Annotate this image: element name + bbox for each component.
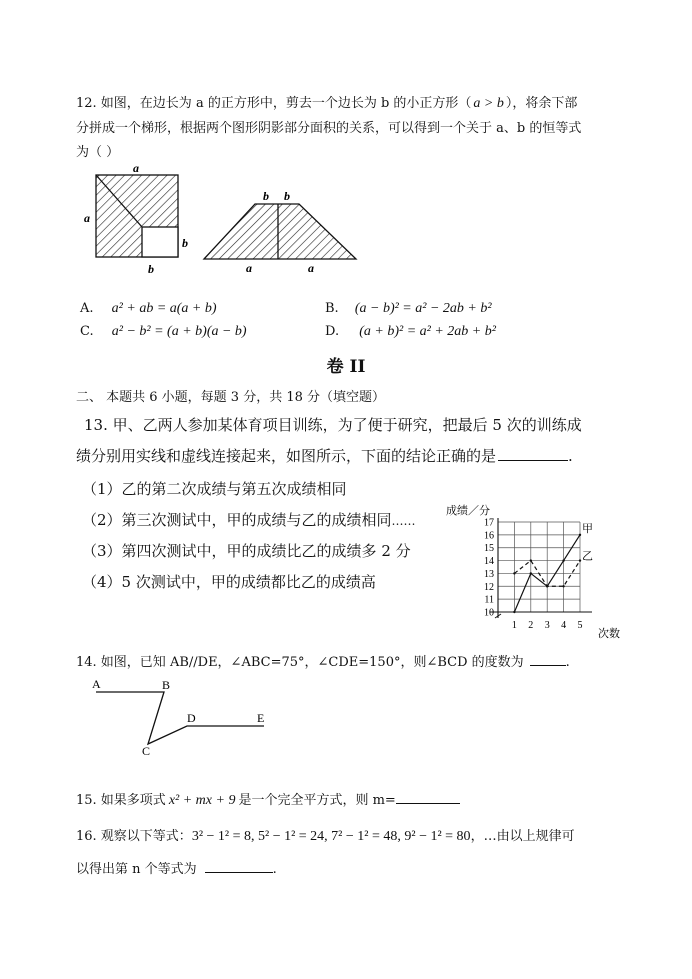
x-tick-label-2: 2 bbox=[528, 620, 534, 631]
point-a: A bbox=[92, 677, 101, 691]
q12-condition: a > b bbox=[473, 96, 504, 111]
label-a-trap-1: a bbox=[246, 261, 252, 275]
y-tick-label-14: 14 bbox=[484, 556, 494, 568]
q12-option-b: B. (a − b)² = a² − 2ab + b² bbox=[325, 301, 492, 316]
series-point-jia-5 bbox=[579, 534, 581, 536]
chart-grid bbox=[498, 522, 580, 612]
label-b-bottom: b bbox=[148, 262, 154, 276]
point-c: C bbox=[142, 744, 151, 756]
q15-answer-blank[interactable] bbox=[396, 790, 460, 804]
q13-line2: 绩分别用实线和虚线连接起来，如图所示，下面的结论正确的是 . bbox=[76, 447, 573, 465]
series-point-jia-4 bbox=[562, 559, 564, 561]
section-title: 卷 II bbox=[326, 357, 366, 377]
q13-item-4: （4）5 次测试中，甲的成绩都比乙的成绩高 bbox=[82, 573, 376, 591]
q12-option-a: A. a² + ab = a(a + b) bbox=[80, 301, 217, 316]
chart-axes bbox=[490, 518, 592, 618]
series-point-yi-4 bbox=[562, 585, 564, 587]
point-e: E bbox=[257, 711, 265, 725]
q13-item-3: （3）第四次测试中，甲的成绩比乙的成绩多 2 分 bbox=[82, 542, 411, 560]
q15-text: 15. 如果多项式 x² + mx + 9 是一个完全平方式，则 m= bbox=[76, 789, 460, 809]
label-a-left: a bbox=[84, 211, 90, 225]
label-b-right: b bbox=[182, 236, 188, 250]
point-b: B bbox=[162, 678, 171, 692]
trapezoid-figure bbox=[204, 189, 356, 275]
point-d: D bbox=[187, 711, 196, 725]
q12-figure bbox=[80, 160, 370, 280]
x-tick-label-5: 5 bbox=[577, 620, 583, 631]
series-point-yi-1 bbox=[513, 572, 515, 574]
series-point-jia-2 bbox=[530, 572, 532, 574]
series-point-yi-3 bbox=[546, 585, 548, 587]
y-tick-label-10: 10 bbox=[484, 607, 494, 619]
label-a-top: a bbox=[133, 161, 139, 175]
y-tick-label-12: 12 bbox=[484, 581, 494, 593]
label-b-trap-1: b bbox=[263, 189, 269, 203]
legend-jia: 甲 bbox=[582, 522, 593, 535]
q13-chart bbox=[440, 500, 630, 642]
label-b-trap-2: b bbox=[284, 189, 290, 203]
q16-expr: 3² − 1² = 8, 5² − 1² = 24, 7² − 1² = 48, 9² − 1² = 80 bbox=[191, 829, 471, 844]
y-tick-label-13: 13 bbox=[484, 568, 494, 580]
q16-answer-blank[interactable] bbox=[205, 859, 273, 873]
section-desc: 二、 本题共 6 小题，每题 3 分，共 18 分（填空题） bbox=[76, 390, 386, 405]
q12-line2: 分拼成一个梯形，根据两个图形阴影部分面积的关系，可以得到一个关于 a、b 的恒等式 bbox=[76, 121, 582, 136]
q13-item-2: （2）第三次测试中，甲的成绩与乙的成绩相同…… bbox=[82, 511, 416, 529]
q15-expr: x² + mx + 9 bbox=[168, 793, 236, 808]
q12-line1: 12. 如图，在边长为 a 的正方形中，剪去一个边长为 b 的小正方形（ a > b ），将余下部 bbox=[76, 96, 578, 111]
legend-yi: 乙 bbox=[582, 550, 593, 563]
series-point-yi-5 bbox=[579, 559, 581, 561]
q13-item-1: （1）乙的第二次成绩与第五次成绩相同 bbox=[82, 480, 347, 498]
q14-text: 14. 如图，已知 AB//DE，∠ABC=75°，∠CDE=150°，则∠BCD 的度数为 . bbox=[76, 651, 570, 670]
square-figure bbox=[84, 161, 188, 276]
y-tick-label-17: 17 bbox=[484, 517, 494, 529]
y-tick-label-11: 11 bbox=[484, 594, 494, 606]
y-tick-label-15: 15 bbox=[484, 543, 494, 555]
label-a-trap-2: a bbox=[308, 261, 314, 275]
y-tick-label-16: 16 bbox=[484, 530, 494, 542]
x-tick-label-3: 3 bbox=[544, 620, 550, 631]
chart-xlabel: 次数 bbox=[598, 628, 620, 640]
x-tick-label-4: 4 bbox=[561, 620, 567, 631]
q16-line2: 以得出第 n 个等式为 . bbox=[76, 858, 277, 877]
series-point-yi-2 bbox=[530, 559, 532, 561]
q12-line3: 为（ ） bbox=[76, 145, 120, 160]
q14-answer-blank[interactable] bbox=[530, 652, 566, 666]
q12-option-d: D. (a + b)² = a² + 2ab + b² bbox=[325, 324, 496, 339]
q13-line1: 13. 甲、乙两人参加某体育项目训练，为了便于研究，把最后 5 次的训练成 bbox=[84, 416, 582, 434]
series-point-jia-1 bbox=[513, 611, 515, 613]
q12-option-c: C. a² − b² = (a + b)(a − b) bbox=[80, 324, 247, 339]
q14-figure bbox=[86, 676, 276, 756]
chart-ylabel: 成绩／分 bbox=[446, 505, 490, 517]
q16-line1: 16. 观察以下等式：3² − 1² = 8, 5² − 1² = 24, 7² − 1² = 48, 9² − 1² = 80，…由以上规律可 bbox=[76, 829, 575, 844]
x-tick-label-1: 1 bbox=[511, 620, 517, 631]
q13-answer-blank[interactable] bbox=[498, 447, 568, 461]
